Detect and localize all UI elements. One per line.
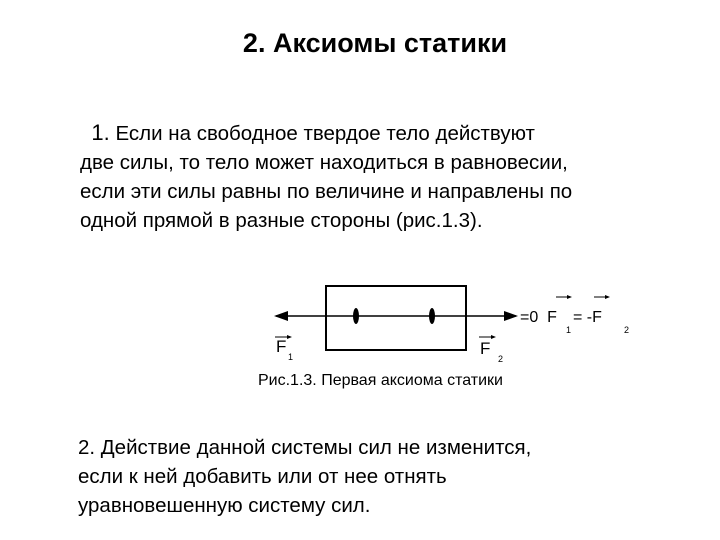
figure-diagram — [0, 270, 720, 380]
force-2-label: F — [480, 339, 491, 358]
axiom-1-number: 1. — [91, 120, 110, 145]
axiom-2-line-3: уравновешенную систему сил. — [78, 494, 371, 517]
figure-caption: Рис.1.3. Первая аксиома статики — [258, 372, 503, 389]
force-2-subscript: 2 — [498, 354, 504, 364]
application-point-1 — [353, 308, 359, 324]
axiom-2-line-1: 2. Действие данной системы сил не изменится, — [78, 436, 532, 459]
eq-f2-term: = -F — [573, 309, 602, 326]
axiom-1-line-1: 1. Если на свободное твердое тело действуют — [91, 120, 535, 145]
equilibrium-equation: =0 F — [520, 309, 557, 326]
axiom-1-line-3: если эти силы равны по величине и направлены по — [80, 180, 573, 203]
eq-f2-subscript: 2 — [624, 325, 630, 335]
application-point-2 — [429, 308, 435, 324]
force-2-arrowhead — [504, 311, 518, 321]
axiom-2-line-2: если к ней добавить или от нее отнять — [78, 465, 447, 488]
axiom-1-line-2: две силы, то тело может находиться в равновесии, — [80, 151, 568, 174]
eq-f1-subscript: 1 — [566, 325, 572, 335]
axiom-2-text — [78, 433, 698, 520]
force-1-subscript: 1 — [288, 352, 294, 362]
axiom-1-text — [80, 118, 700, 235]
axiom-1-line-4: одной прямой в разные стороны (рис.1.3). — [80, 209, 483, 232]
slide-title: 2. Аксиомы статики — [242, 28, 508, 58]
force-1-label: F — [276, 337, 287, 356]
rigid-body-rect — [326, 286, 466, 350]
force-1-arrowhead — [274, 311, 288, 321]
